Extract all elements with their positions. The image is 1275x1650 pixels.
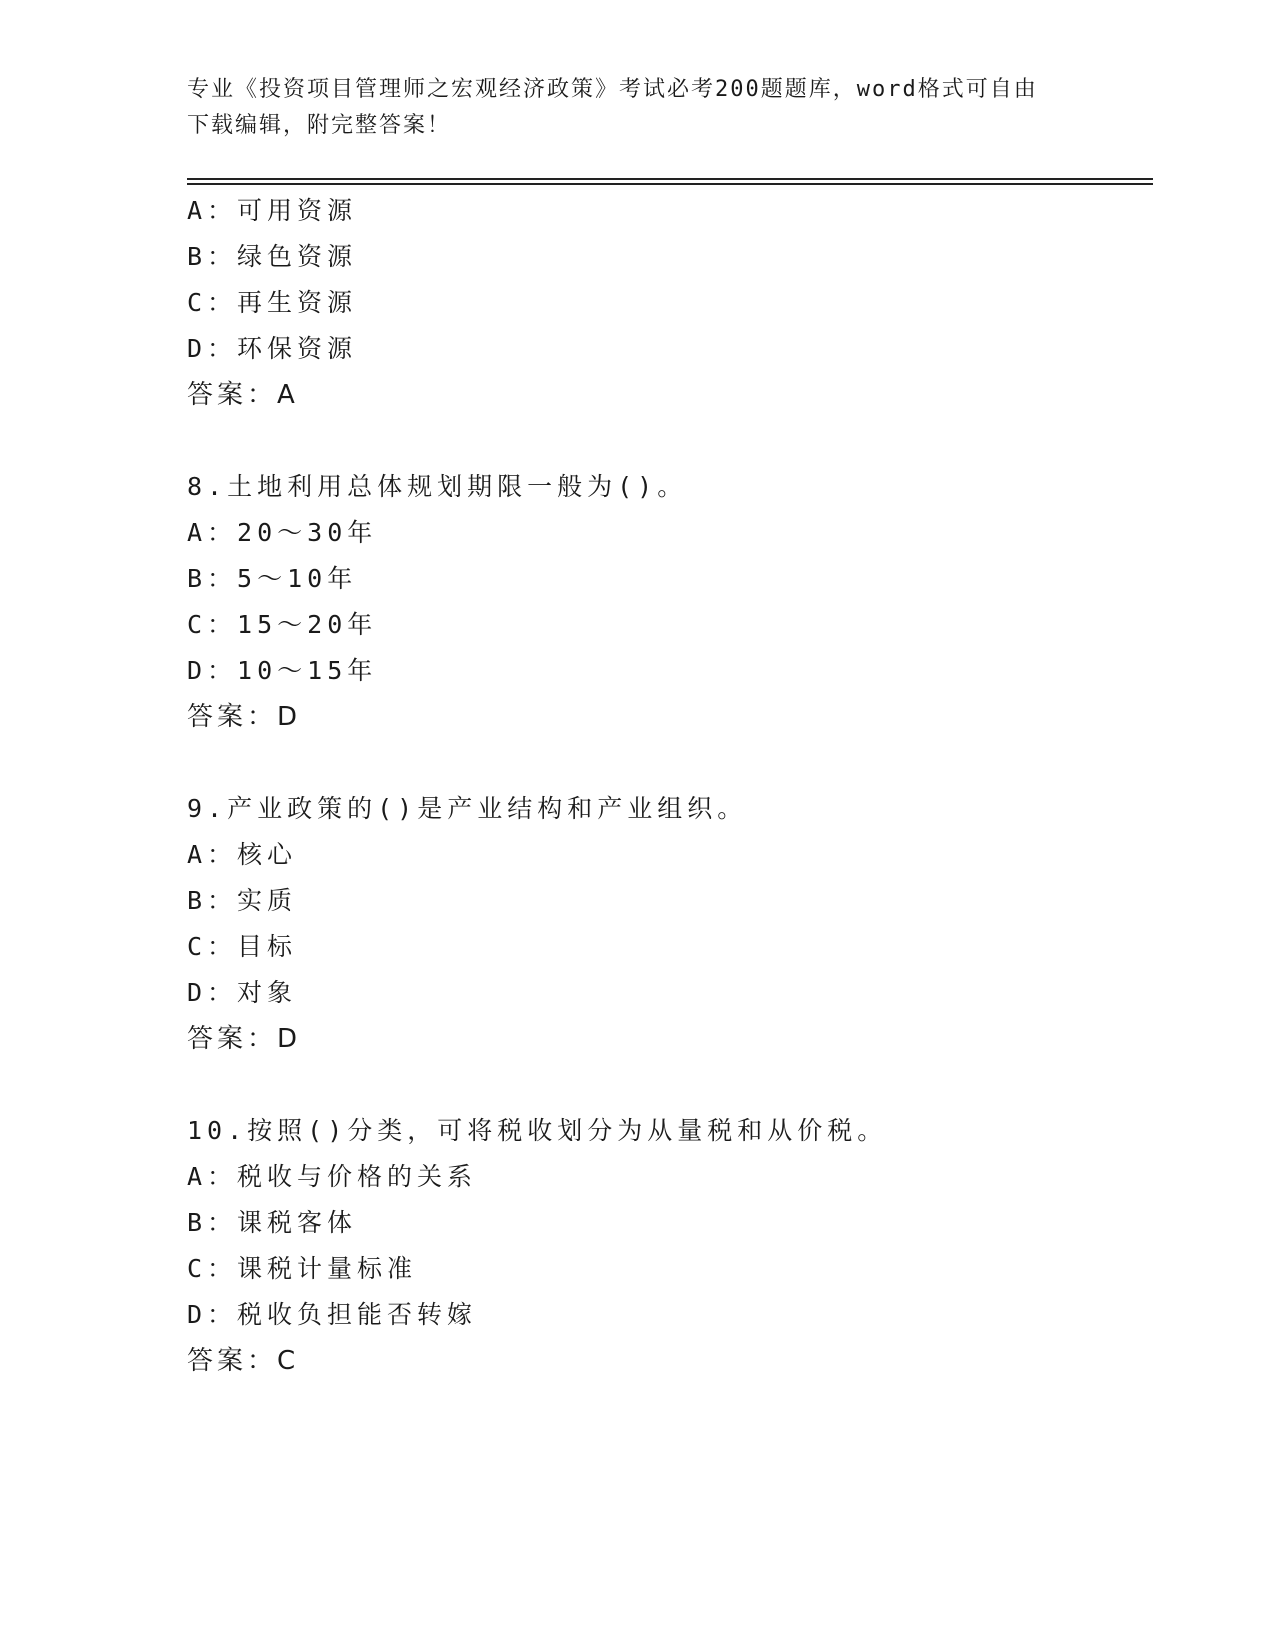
option-c: C：课税计量标准 (187, 1254, 418, 1283)
header-divider-top (187, 178, 1153, 180)
option-d: D：对象 (187, 978, 298, 1007)
answer-line: 答案：D (187, 702, 302, 732)
option-c: C：15～20年 (187, 610, 378, 639)
option-d: D：10～15年 (187, 656, 378, 685)
question-block-10 (187, 1108, 1153, 1384)
option-c: C：目标 (187, 932, 298, 961)
option-b: B：5～10年 (187, 564, 358, 593)
option-a: A：核心 (187, 840, 298, 869)
question-stem: 9.产业政策的()是产业结构和产业组织。 (187, 794, 748, 823)
question-list (187, 188, 1153, 1384)
option-b: B：绿色资源 (187, 242, 358, 271)
question-stem: 10.按照()分类，可将税收划分为从量税和从价税。 (187, 1116, 888, 1145)
option-c: C：再生资源 (187, 288, 358, 317)
header-divider-bottom (187, 183, 1153, 185)
option-d: D：税收负担能否转嫁 (187, 1300, 478, 1329)
option-a: A：可用资源 (187, 196, 358, 225)
header-line-1: 专业《投资项目管理师之宏观经济政策》考试必考200题题库，word格式可自由 (187, 77, 1038, 102)
header-line-2: 下载编辑，附完整答案！ (187, 113, 452, 138)
question-block-7 (187, 188, 1153, 418)
answer-line: 答案：A (187, 380, 299, 410)
option-d: D：环保资源 (187, 334, 358, 363)
option-a: A：税收与价格的关系 (187, 1162, 478, 1191)
option-a: A：20～30年 (187, 518, 378, 547)
question-block-8 (187, 464, 1153, 740)
document-header (187, 72, 1067, 144)
question-block-9 (187, 786, 1153, 1062)
question-stem: 8.土地利用总体规划期限一般为()。 (187, 472, 688, 501)
option-b: B：课税客体 (187, 1208, 358, 1237)
option-b: B：实质 (187, 886, 298, 915)
answer-line: 答案：C (187, 1346, 300, 1376)
answer-line: 答案：D (187, 1024, 302, 1054)
